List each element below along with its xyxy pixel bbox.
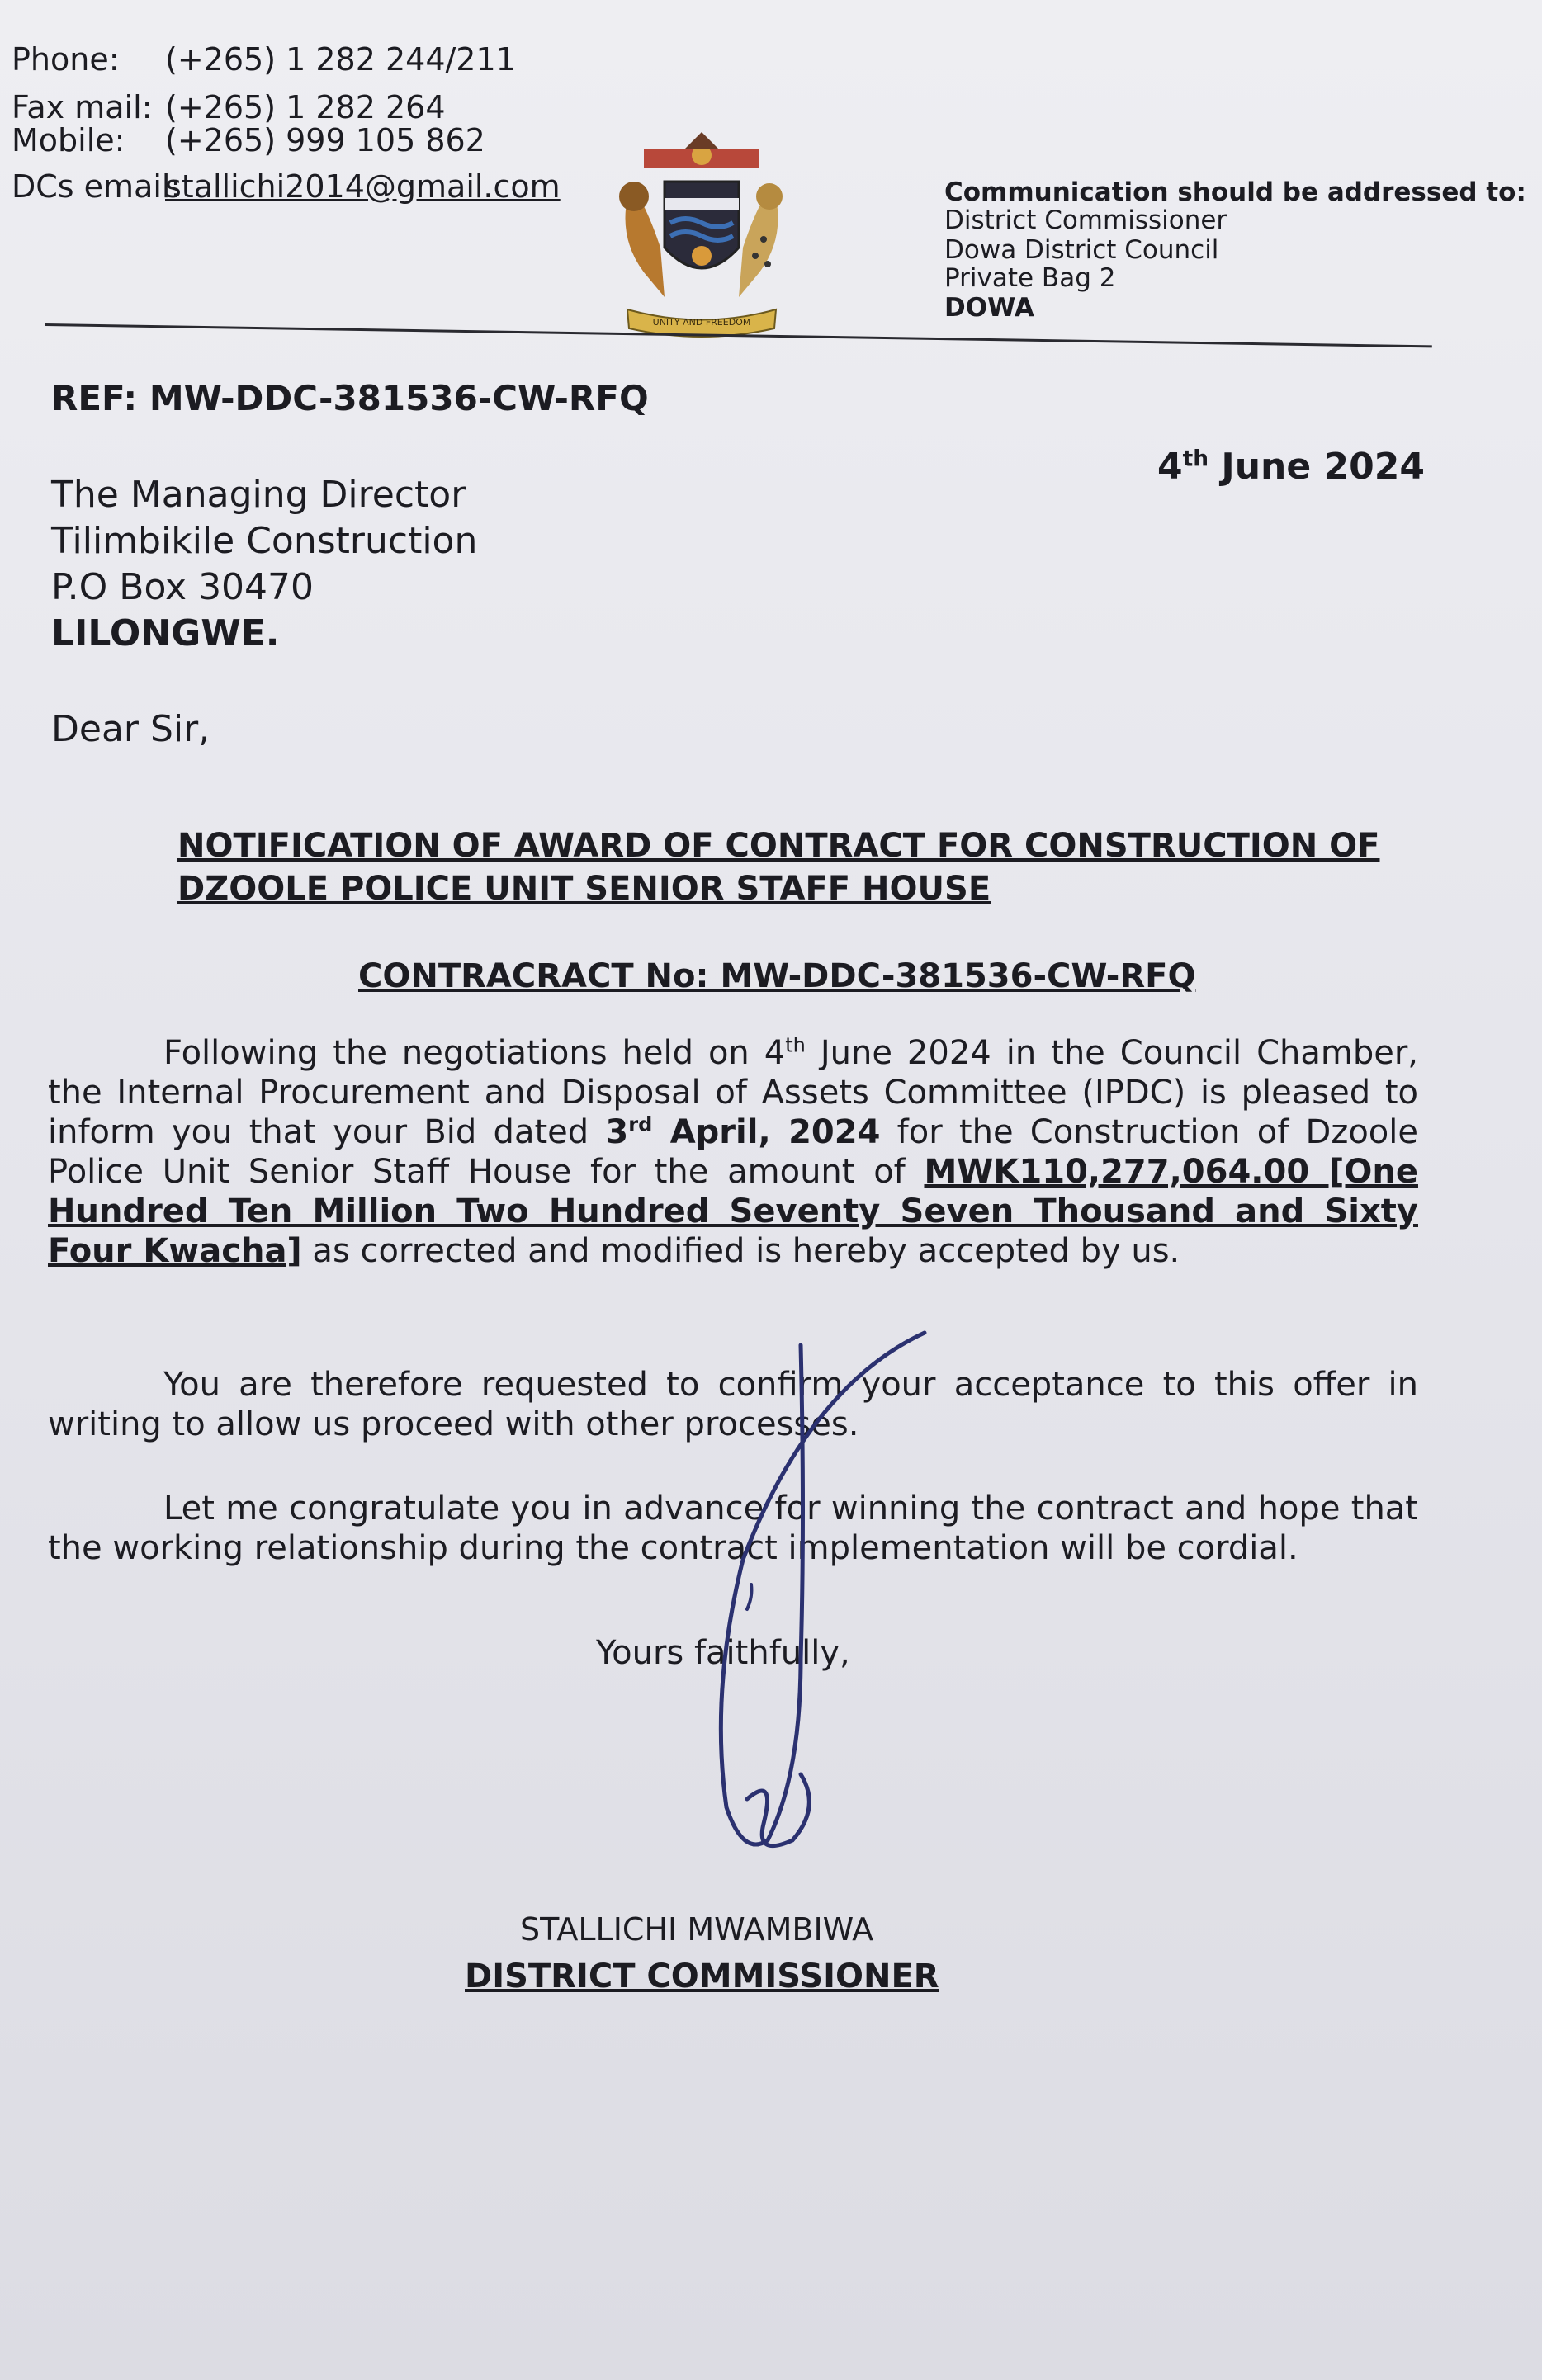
email-label: DCs email:	[12, 168, 182, 205]
contract-amount: MWK110,277,064.00 [One Hundred Ten Million Two Hundred Seventy Seven Thousand and Sixty Four Kwacha]	[48, 1153, 1418, 1270]
address-line-3: Private Bag 2	[944, 263, 1116, 293]
contract-number: CONTRACRACT No: MW-DDC-381536-CW-RFQ	[358, 957, 1196, 995]
recipient-line-3: P.O Box 30470	[51, 566, 315, 608]
recipient-line-1: The Managing Director	[51, 474, 466, 516]
phone-line	[12, 41, 516, 78]
letter-date: 4th June 2024	[1157, 446, 1425, 488]
closing: Yours faithfully,	[596, 1634, 850, 1672]
subject-line-1: NOTIFICATION OF AWARD OF CONTRACT FOR CONSTRUCTION OF	[177, 827, 1380, 865]
signatory-name: STALLICHI MWAMBIWA	[520, 1911, 874, 1948]
recipient-line-2: Tilimbikile Construction	[51, 520, 478, 562]
paragraph-1: Following the negotiations held on 4th June 2024 in the Council Chamber, the Internal Procurement and Disposal of Assets Committee (IPDC) is pleased to inform you that your Bid dated 3rd April, 2024 for the Construction of Dzoole Police Unit Senior Staff House for the amount of MWK110,277,064.00 [One Hundred Ten Million Two Hundred Seventy Seven Thousand and Sixty Four Kwacha] as corrected and modified is hereby accepted by us.	[48, 1033, 1419, 1270]
email-line	[12, 168, 561, 205]
fax-line	[12, 89, 446, 125]
phone-number: (+265) 1 282 244/211	[165, 41, 516, 78]
paragraph-2: You are therefore requested to confirm your acceptance to this offer in writing to allow us proceed with other processes.	[48, 1366, 1418, 1443]
address-line-1: District Commissioner	[944, 205, 1227, 235]
reference-number: REF: MW-DDC-381536-CW-RFQ	[51, 378, 649, 418]
email-address[interactable]: stallichi2014@gmail.com	[165, 168, 561, 205]
paragraph-3: Let me congratulate you in advance for winning the contract and hope that the working relationship during the contract implementation will be cordial.	[48, 1490, 1418, 1567]
address-line-2: Dowa District Council	[944, 235, 1219, 265]
handwritten-signature	[677, 1312, 941, 1890]
fax-label: Fax mail:	[12, 89, 153, 125]
mobile-line	[12, 122, 485, 158]
address-heading: Communication should be addressed to:	[944, 177, 1526, 207]
phone-label: Phone:	[12, 41, 120, 78]
address-town: DOWA	[944, 293, 1034, 323]
salutation: Dear Sir,	[51, 708, 210, 750]
mobile-number: (+265) 999 105 862	[165, 122, 485, 158]
fax-number: (+265) 1 282 264	[165, 89, 446, 125]
coat-of-arms-icon	[594, 132, 809, 347]
mobile-label: Mobile:	[12, 122, 125, 158]
subject-line-2: DZOOLE POLICE UNIT SENIOR STAFF HOUSE	[177, 870, 991, 908]
signatory-title: DISTRICT COMMISSIONER	[465, 1957, 939, 1995]
crest-motto: UNITY AND FREEDOM	[652, 317, 751, 328]
recipient-line-4: LILONGWE.	[51, 612, 280, 654]
